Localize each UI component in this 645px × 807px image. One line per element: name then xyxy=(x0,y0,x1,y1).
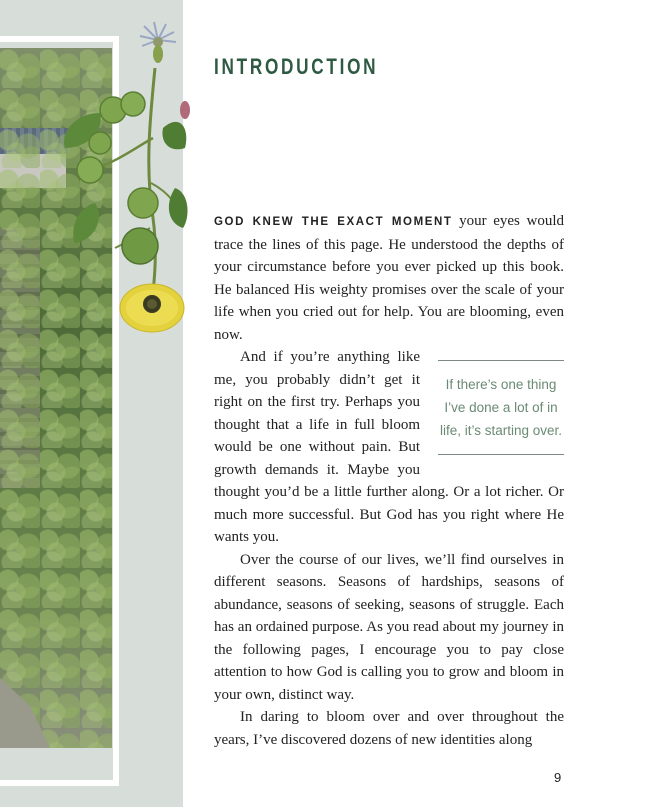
pull-quote: If there’s one thing I’ve done a lot of in life, it’s starting over. xyxy=(438,360,564,455)
paragraph-1 xyxy=(214,210,564,346)
lead-in-text: GOD KNEW THE EXACT MOMENT xyxy=(214,216,453,228)
paragraph-4: In daring to bloom over and over throughout the years, I’ve discovered dozens of new identities along xyxy=(214,709,564,748)
page-number: 9 xyxy=(554,770,562,785)
paragraph-1-text: your eyes would trace the lines of this page. He understood the depths of your circumstance before you ever picked up this book. He balanced His weighty promises over the scale of your life when you cried out for help. You are blooming, even now. xyxy=(214,213,564,343)
chapter-heading: INTRODUCTION xyxy=(214,54,379,79)
paragraph-3: Over the course of our lives, we’ll find ourselves in different seasons. Seasons of hardships, seasons of abundance, seasons of seeking, seasons of struggle. Each has an ordained purpose. As you read about my journey in the following pages, I encourage you to pay close attention to how God is calling you to grow and bloom in your own, distinct way. xyxy=(214,551,564,703)
flower-illustration xyxy=(55,18,190,338)
body-text xyxy=(214,210,564,751)
paragraph-2: And if you’re anything like me, you probably didn’t get it right on the first try. Perhaps you thought that a life in full bloom would be one without pain. But growth demands it. Maybe you thought you’d be a little further along. Or a lot richer. Or much more successful. But God has you right where He wants you. xyxy=(214,349,564,545)
